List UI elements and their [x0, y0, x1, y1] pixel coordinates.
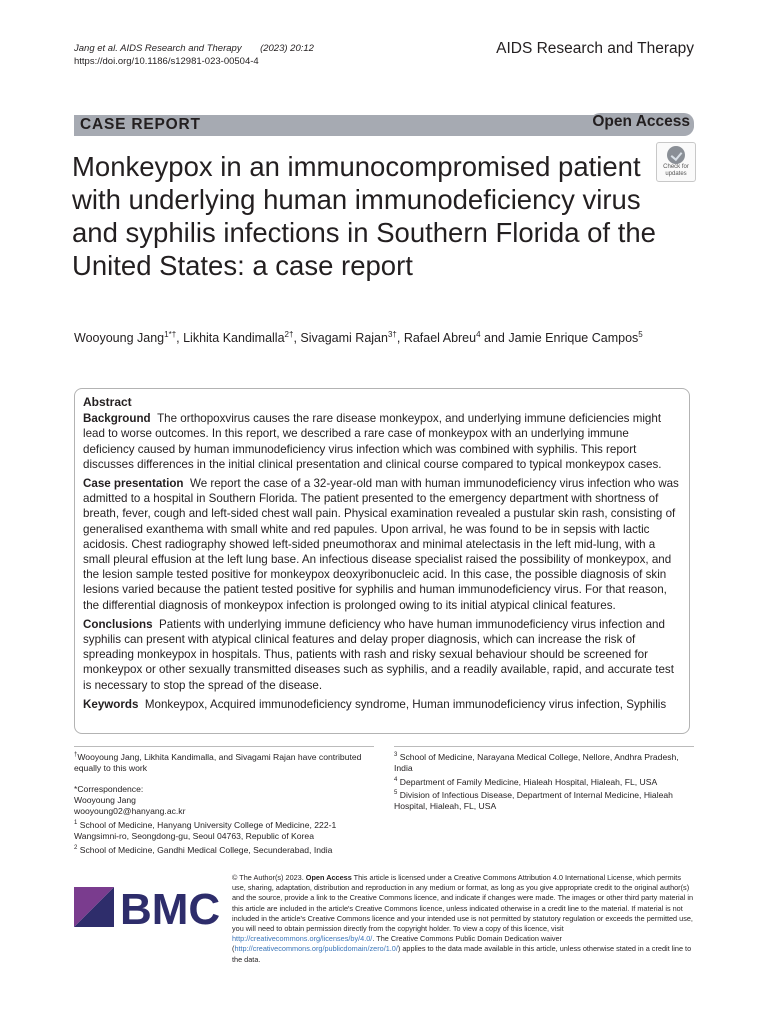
- contrib-note: [74, 750, 374, 775]
- bmc-logo-text: BMC: [120, 885, 220, 933]
- section-label: Background: [83, 412, 151, 426]
- footnote-rule-left: [74, 746, 374, 747]
- footnote-sup: 5: [394, 789, 398, 796]
- aff-text: Division of Infectious Disease, Department of Internal Medicine, Hialeah Hospital, Hialeah, FL, USA: [394, 789, 673, 812]
- open-access-label: Open Access: [592, 113, 690, 130]
- footnote-sup: †: [74, 752, 78, 758]
- corr-label: *Correspondence:: [74, 783, 144, 794]
- author-sup: 2†: [284, 330, 294, 339]
- author-sup: 5: [638, 330, 643, 339]
- aff-text: School of Medicine, Gandhi Medical College, Secunderabad, India: [79, 844, 333, 855]
- aff-text: Department of Family Medicine, Hialeah Hospital, Hialeah, FL, USA: [399, 776, 658, 787]
- author[interactable]: Likhita Kandimalla: [183, 331, 285, 346]
- citation-year: (2023) 20:12: [260, 43, 314, 54]
- author-sup: 3†: [387, 330, 397, 339]
- author-sep: ,: [176, 331, 184, 346]
- article-type-band: [74, 115, 694, 136]
- author-sup: 4: [476, 330, 481, 339]
- badge-line1: Check for: [663, 164, 689, 170]
- license-text: [232, 873, 694, 965]
- citation-authors: Jang et al. AIDS Research and Therapy: [74, 43, 242, 54]
- footnotes-right: [394, 750, 694, 813]
- footnote-rule-right: [394, 746, 694, 747]
- section-text: The orthopoxvirus causes the rare disease monkeypox, and underlying immune deficiencies might lead to worse outcomes. In this report, we described a rare case of monkeypox with an underlying immune deficiency caused by human immunodeficiency virus infection which was combined with syphilis. This report discusses differences in the initial clinical presentation and clinical course compared to typical monkeypox cases.: [83, 412, 662, 471]
- bmc-logo: [74, 877, 220, 933]
- footnote-sup: 4: [394, 776, 398, 783]
- doi-link[interactable]: https://doi.org/10.1186/s12981-023-00504-4: [74, 56, 259, 67]
- abstract-section-case: [83, 476, 681, 613]
- license-body: This article is licensed under a Creative Commons Attribution 4.0 International License, which permits use, sharing, adaptation, distribution and reproduction in any medium or format, as long as you give appropriate credit to the original author(s) and the source, provide a link to the Creative Commons licence, and indicate if changes were made. The images or other third party material in this article are included in the article's Creative Commons licence, unless indicated otherwise in a credit line to the material. If material is not included in the article's Creative Commons licence and your intended use is not permitted by statutory regulation or exceeds the permitted use, you will need to obtain permission directly from the copyright holder. To view a copy of this licence, visit: [232, 873, 694, 934]
- footnote-sup: 1: [74, 819, 78, 826]
- corr-email[interactable]: wooyoung02@hanyang.ac.kr: [74, 806, 186, 817]
- aff-text: School of Medicine, Hanyang University College of Medicine, 222-1 Wangsimni-ro, Seongdong-gu, Seoul 04763, Republic of Korea: [74, 819, 337, 842]
- affiliation-5: [394, 788, 694, 813]
- affiliation-1: [74, 818, 374, 843]
- abstract-section-keywords: [83, 697, 681, 712]
- author[interactable]: Rafael Abreu: [403, 331, 477, 346]
- section-text: Patients with underlying immune deficiency who have human immunodeficiency virus infection and syphilis can present with atypical clinical features and delay proper diagnosis, which can increase the risk of spreading monkeypox in hospitals. Thus, patients with rash and risky sexual behaviour should be screened for monkeypox or other sexually transmitted diseases such as syphilis, and a readily available, rapid, and accurate test is necessary to stop the spread of the disease.: [83, 617, 674, 692]
- badge-line2: updates: [665, 170, 687, 177]
- license-body-3: ) applies to the data made available in this article, unless otherwise stated in a credit line to the data.: [232, 944, 692, 964]
- section-label: Conclusions: [83, 617, 153, 631]
- affiliation-3: [394, 750, 694, 775]
- abstract-section-conclusions: [83, 617, 681, 693]
- footnotes-left: [74, 750, 374, 856]
- contrib-text: Wooyoung Jang, Likhita Kandimalla, and Sivagami Rajan have contributed equally to this work: [74, 751, 362, 774]
- section-text: Monkeypox, Acquired immunodeficiency syndrome, Human immunodeficiency virus infection, Syphilis: [144, 697, 667, 711]
- affiliation-2: [74, 843, 374, 856]
- citation-header: [74, 42, 314, 68]
- affiliation-4: [394, 775, 694, 788]
- abstract-section-background: [83, 411, 681, 472]
- author[interactable]: Wooyoung Jang: [74, 331, 165, 346]
- license-body-2: . The Creative Commons Public Domain Dedication waiver (: [232, 934, 562, 954]
- abstract-heading: Abstract: [83, 395, 132, 409]
- author[interactable]: Sivagami Rajan: [300, 331, 388, 346]
- article-type-label: CASE REPORT: [80, 116, 201, 133]
- section-text: We report the case of a 32-year-old man with human immunodeficiency virus infection who was admitted to a hospital in Southern Florida. The patient presented to the emergency department with shortness of breath, fever, cough and left-sided chest wall pain. Physical examination revealed a pustular skin rash, consisting of generalised exanthema with small white and red papules. Upon arrival, he was found to be in sepsis with lactic acidosis. Chest radiography showed left-sided pneumothorax and minimal atelectasis in the left mid-lung, with a small pleural effusion at the left lung base. An infectious disease specialist raised the possibility of monkeypox, and the lesion sample tested positive for monkeypox deoxyribonucleic acid. In this case, the possible diagnosis of skin lesions varied because the patient tested positive for syphilis and human immunodeficiency virus. For that reason, the differential diagnosis of monkeypox infection is prolonged owing to its initial atypical clinical features.: [83, 477, 679, 612]
- footnote-sup: 3: [394, 752, 398, 758]
- aff-text: School of Medicine, Narayana Medical College, Nellore, Andhra Pradesh, India: [394, 751, 679, 774]
- author-sup: 1*†: [164, 330, 177, 339]
- author-sep: ,: [396, 331, 404, 346]
- footnote-sup: 2: [74, 844, 78, 851]
- section-label: Keywords: [83, 697, 139, 711]
- author-sep: ,: [293, 331, 301, 346]
- author-list: [74, 330, 643, 345]
- author[interactable]: Jamie Enrique Campos: [508, 331, 639, 346]
- author-sep: and: [480, 331, 509, 346]
- journal-name: AIDS Research and Therapy: [496, 40, 694, 57]
- abstract-box: [74, 388, 690, 734]
- license-lead: © The Author(s) 2023.: [232, 873, 304, 882]
- open-access-tab: [590, 113, 694, 135]
- corr-name: Wooyoung Jang: [74, 795, 136, 806]
- article-title: Monkeypox in an immunocompromised patient with underlying human immunodeficiency virus and syphilis infections in Southern Florida of the United States: a case report: [72, 151, 656, 281]
- license-link-cc-by[interactable]: http://creativecommons.org/licenses/by/4.0/: [232, 934, 373, 944]
- license-oa: Open Access: [305, 873, 352, 882]
- section-label: Case presentation: [83, 477, 184, 491]
- license-link-cc0[interactable]: http://creativecommons.org/publicdomain/zero/1.0/: [234, 944, 398, 954]
